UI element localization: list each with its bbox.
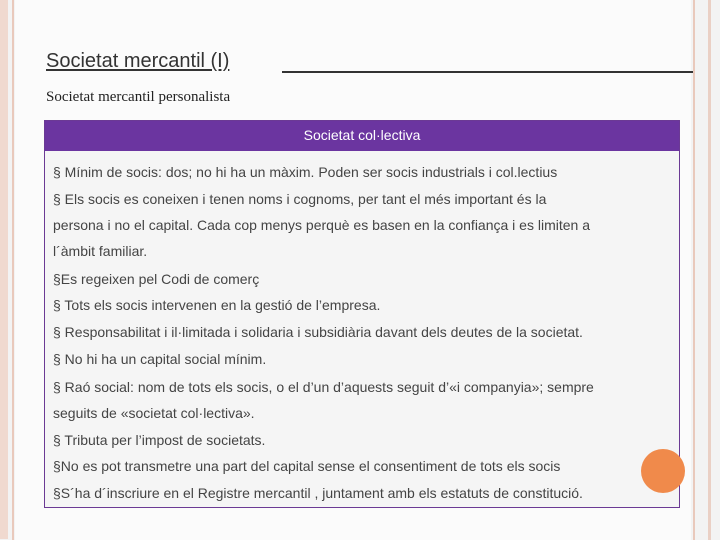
title-rule — [282, 71, 693, 73]
table-line: §S´ha d´inscriure en el Registre mercantil , juntament amb els estatuts de constitució. — [53, 485, 583, 501]
table-line: § No hi ha un capital social mínim. — [53, 351, 267, 367]
decorative-orange-circle — [641, 449, 685, 493]
table-header: Societat col·lectiva — [45, 121, 679, 151]
table-line: §Es regeixen pel Codi de comerç — [53, 271, 260, 287]
slide-title: Societat mercantil (I) — [46, 50, 230, 72]
slide-subtitle: Societat mercantil personalista — [46, 89, 231, 105]
table-line: l´àmbit familiar. — [53, 243, 148, 259]
table-line: § Raó social: nom de tots els socis, o el d’un d’aquests seguit d’«i companyia»; sempre — [53, 379, 594, 395]
table-line: §No es pot transmetre una part del capital sense el consentiment de tots els socis — [53, 458, 561, 474]
content-table — [44, 120, 680, 508]
table-line: persona i no el capital. Cada cop menys perquè es basen en la confiança i es limiten a — [53, 217, 590, 233]
frame-right-line-outer — [708, 0, 711, 540]
table-line: § Responsabilitat i il·limitada i solidaria i subsidiària davant dels deutes de la societat. — [53, 324, 583, 340]
frame-right-line — [693, 0, 695, 540]
table-line: § Mínim de socis: dos; no hi ha un màxim. Poden ser socis industrials i col.lectius — [53, 164, 558, 180]
table-line: seguits de «societat col·lectiva». — [53, 405, 255, 421]
table-line: § Tributa per l’impost de societats. — [53, 432, 266, 448]
table-line: § Tots els socis intervenen en la gestió de l’empresa. — [53, 297, 381, 313]
table-line: § Els socis es coneixen i tenen noms i cognoms, per tant el més important és la — [53, 191, 547, 207]
frame-left-line — [12, 0, 14, 540]
